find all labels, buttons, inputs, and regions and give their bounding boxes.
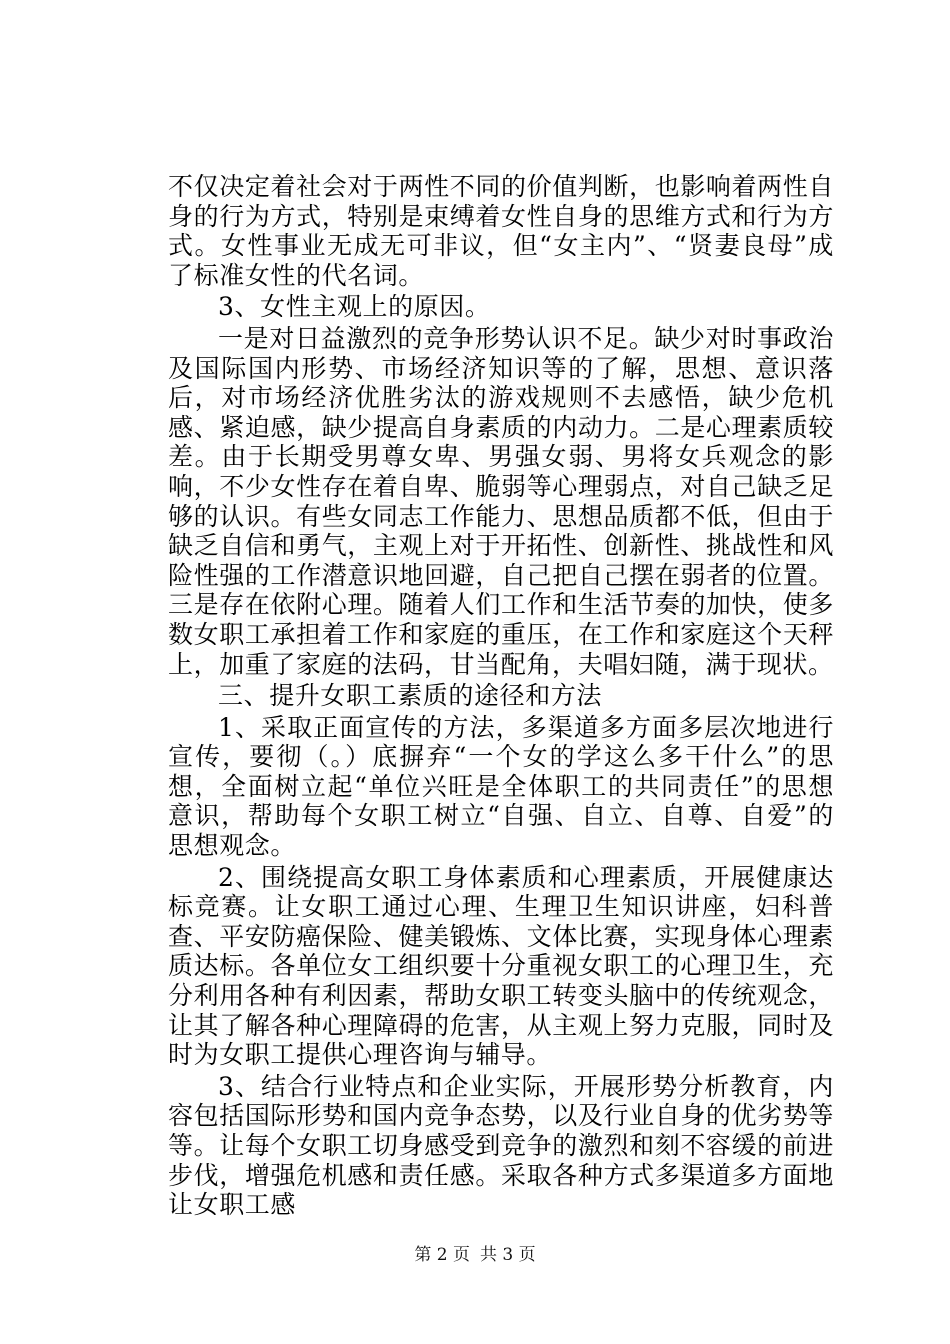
paragraph-method-1: 1、采取正面宣传的方法，多渠道多方面多层次地进行宣传，要彻（。）底摒弃“一个女的学这么多干什么”的思想，全面树立起“单位兴旺是全体职工的共同责任”的思想意识，帮助每个女职工树立“自强、自立、自尊、自爱”的思想观念。 <box>168 712 834 861</box>
paragraph-subjective-reasons: 一是对日益激烈的竞争形势认识不足。缺少对时事政治及国际国内形势、市场经济知识等的了解，思想、意识落后，对市场经济优胜劣汰的游戏规则不去感悟，缺少危机感、紧迫感，缺少提高自身素质的内动力。二是心理素质较差。由于长期受男尊女卑、男强女弱、男将女兵观念的影响，不少女性存在着自卑、脆弱等心理弱点，对自己缺乏足够的认识。有些女同志工作能力、思想品质都不低，但由于缺乏自信和勇气，主观上对于开拓性、创新性、挑战性和风险性强的工作潜意识地回避，自己把自己摆在弱者的位置。三是存在依附心理。随着人们工作和生活节奏的加快，使多数女职工承担着工作和家庭的重压，在工作和家庭这个天秤上，加重了家庭的法码，甘当配角，夫唱妇随，满于现状。 <box>168 323 834 679</box>
paragraph-continuation: 不仅决定着社会对于两性不同的价值判断，也影响着两性自身的行为方式，特别是束缚着女性自身的思维方式和行为方式。女性事业无成无可非议，但“女主内”、“贤妻良母”成了标准女性的代名词。 <box>168 172 834 290</box>
paragraph-method-3: 3、结合行业特点和企业实际，开展形势分析教育，内容包括国际形势和国内竞争态势，以及行业自身的优劣势等等。让每个女职工切身感受到竞争的激烈和刻不容缓的前进步伐，增强危机感和责任感。采取各种方式多渠道多方面地让女职工感 <box>168 1071 834 1220</box>
page-number: 第 2 页 <box>414 1245 470 1265</box>
page-footer <box>0 1244 950 1266</box>
paragraph-heading-subjective-reasons: 3、女性主观上的原因。 <box>218 292 491 322</box>
paragraph-method-2: 2、围绕提高女职工身体素质和心理素质，开展健康达标竞赛。让女职工通过心理、生理卫生知识讲座，妇科普查、平安防癌保险、健美锻炼、文体比赛，实现身体心理素质达标。各单位女工组织要十分重视女职工的心理卫生，充分利用各种有利因素，帮助女职工转变头脑中的传统观念，让其了解各种心理障碍的危害，从主观上努力克服，同时及时为女职工提供心理咨询与辅导。 <box>168 862 834 1070</box>
document-body <box>168 172 834 1222</box>
page-total: 共 3 页 <box>480 1245 536 1265</box>
section-heading-methods: 三、提升女职工素质的途径和方法 <box>218 681 603 711</box>
